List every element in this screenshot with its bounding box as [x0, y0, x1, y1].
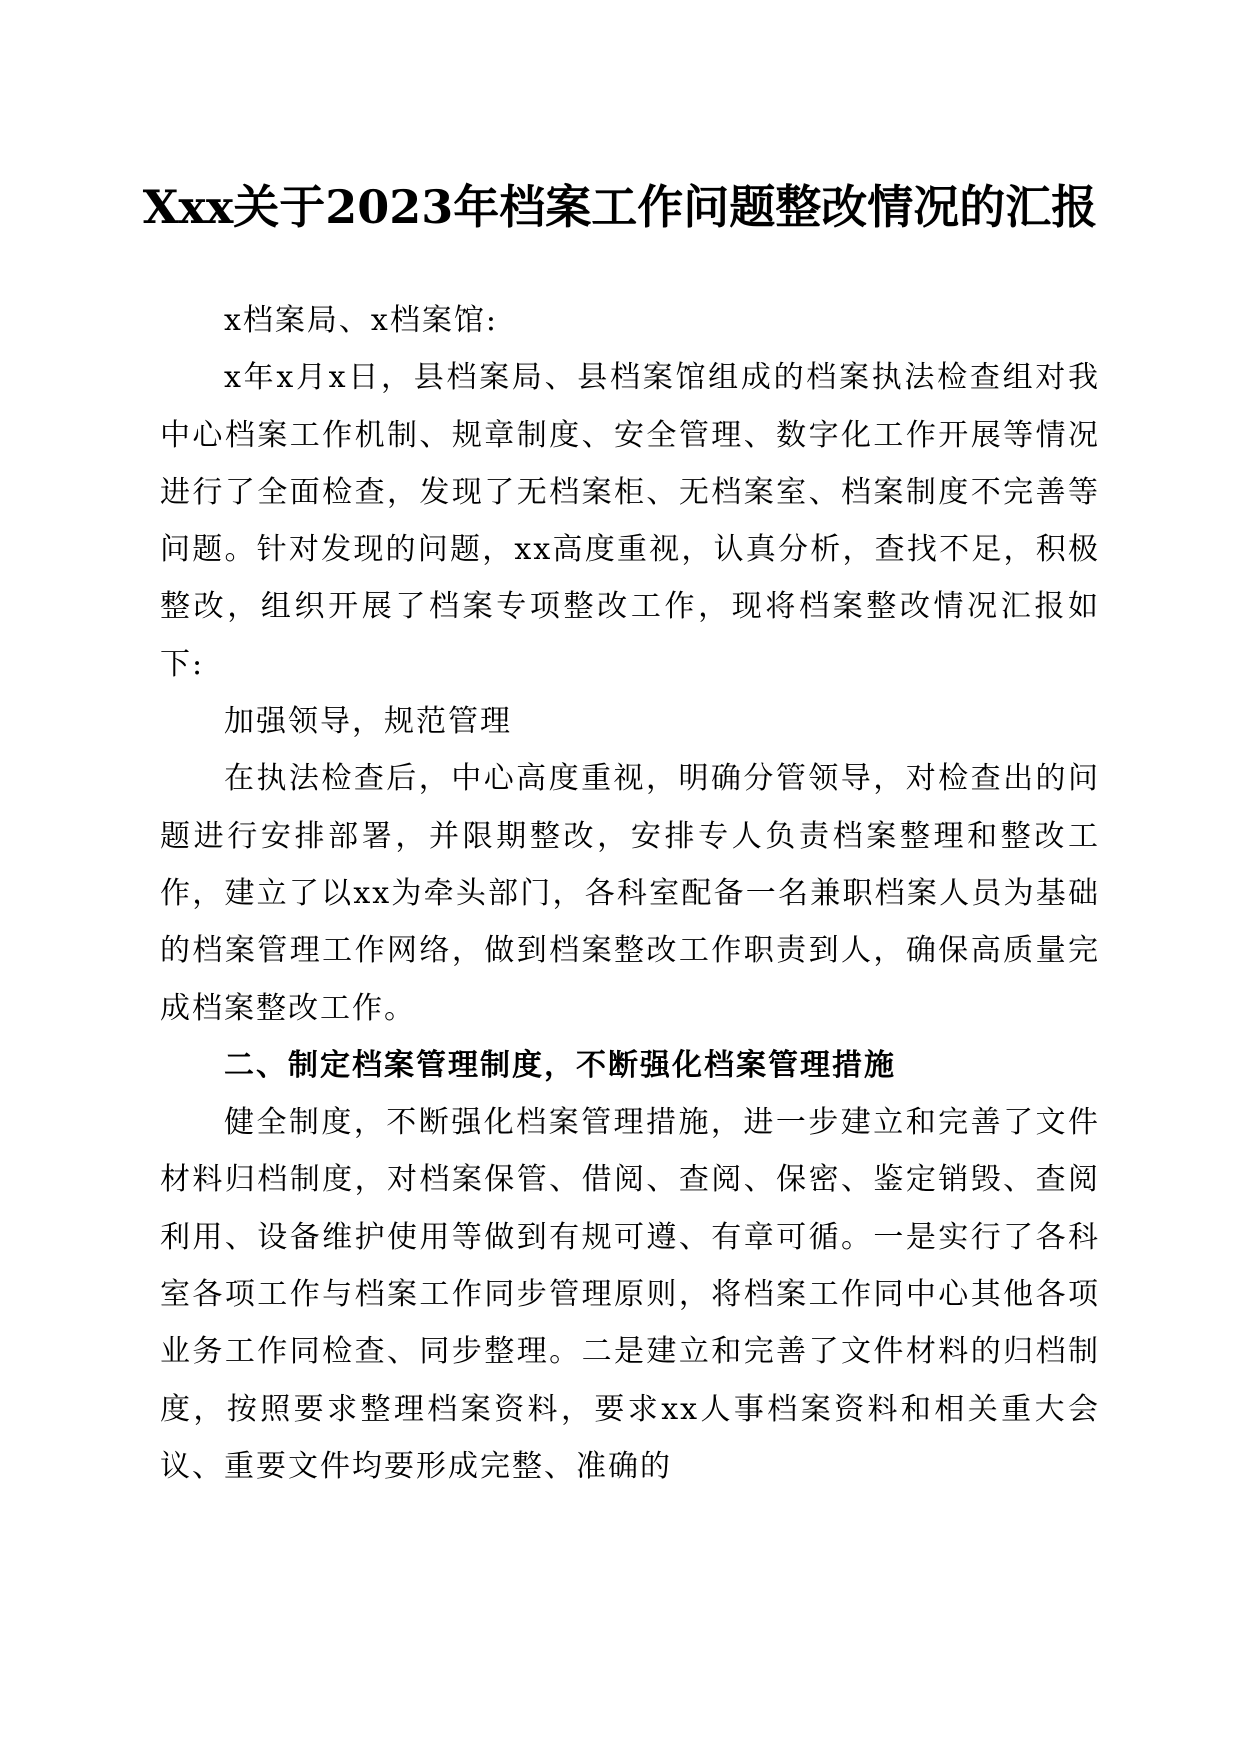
- salutation: x档案局、x档案馆:: [224, 303, 498, 338]
- document-title: Xxx关于2023年档案工作问题整改情况的汇报: [142, 180, 1098, 234]
- section2-heading: 二、制定档案管理制度，不断强化档案管理措施: [224, 1047, 896, 1083]
- section2-paragraph: 健全制度，不断强化档案管理措施，进一步建立和完善了文件材料归档制度，对档案保管、借阅、查阅、保密、鉴定销毁、查阅利用、设备维护使用等做到有规可遵、有章可循。一是实行了各科室各项工作与档案工作同步管理原则，将档案工作同中心其他各项业务工作同检查、同步整理。二是建立和完善了文件材料的归档制度，按照要求整理档案资料，要求xx人事档案资料和相关重大会议、重要文件均要形成完整、准确的: [160, 1105, 1100, 1484]
- section1-paragraph: 在执法检查后，中心高度重视，明确分管领导，对检查出的问题进行安排部署，并限期整改，安排专人负责档案整理和整改工作，建立了以xx为牵头部门，各科室配备一名兼职档案人员为基础的档案管理工作网络，做到档案整改工作职责到人，确保高质量完成档案整改工作。: [160, 761, 1100, 1026]
- document-body: [160, 292, 1100, 1495]
- intro-paragraph: x年x月x日，县档案局、县档案馆组成的档案执法检查组对我中心档案工作机制、规章制度、安全管理、数字化工作开展等情况进行了全面检查，发现了无档案柜、无档案室、档案制度不完善等问题。针对发现的问题，xx高度重视，认真分析，查找不足，积极整改，组织开展了档案专项整改工作，现将档案整改情况汇报如下:: [160, 360, 1100, 682]
- section1-heading: 加强领导，规范管理: [224, 704, 512, 740]
